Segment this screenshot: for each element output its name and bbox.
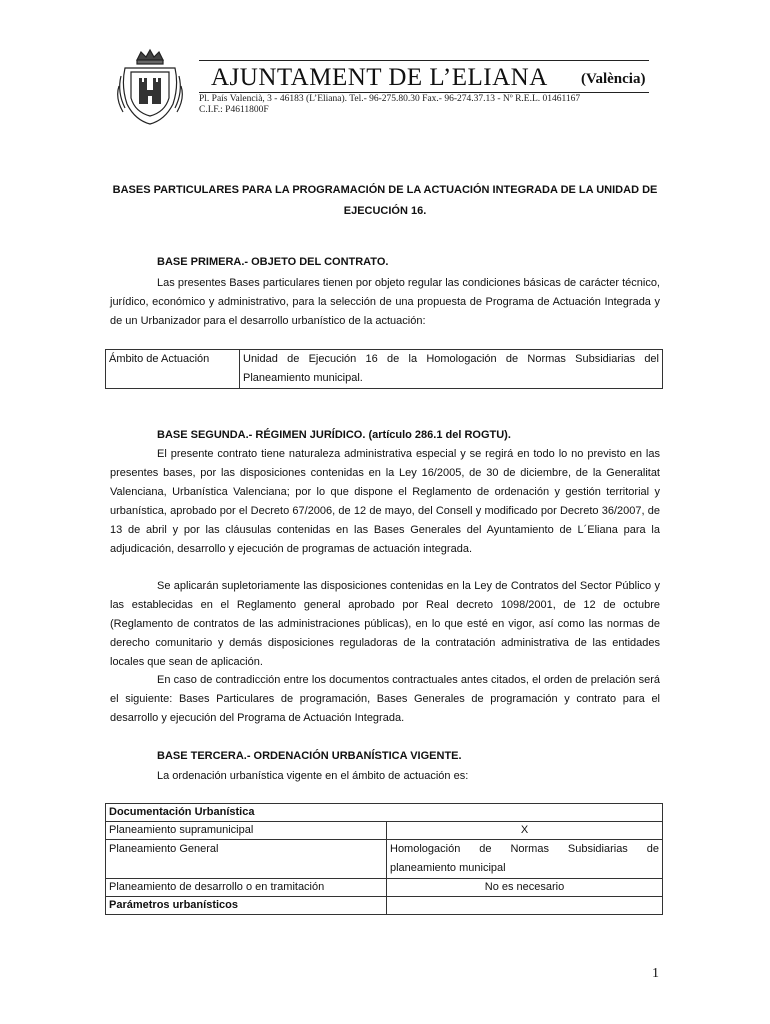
base2-paragraph-3: En caso de contradicción entre los documentos contractuales antes citados, el orden de prelación será el siguiente: Bases Particulares de programación, Bases Generales de programación y contrato para el desarrollo y ejecución del Programa de Actuación Integrada. bbox=[110, 674, 660, 724]
base2-paragraph-1: El presente contrato tiene naturaleza administrativa especial y se regirá en todo lo no previsto en las presentes bases, por las disposiciones contenidas en la Ley 16/2005, de 30 de diciembre, de la Generalitat Valenciana, Urbanística Valenciana; por lo que dispone el Reglamento de ordenación y gestión territorial y urbanística, aprobado por el Decreto 67/2006, de 12 de mayo, del Consell y modificado por Decreto 36/2007, de 13 de abril y por las cláusulas contenidas en las Bases Generales del Ayuntamiento de L´Eliana para la adjudicación, desarrollo y ejecución de programas de actuación integrada. bbox=[110, 448, 660, 555]
row-label: Planeamiento de desarrollo o en tramitación bbox=[106, 879, 387, 897]
organization-name: AJUNTAMENT DE L’ELIANA bbox=[211, 64, 548, 91]
base3-paragraph: La ordenación urbanística vigente en el ámbito de actuación es: bbox=[157, 770, 469, 782]
table-row bbox=[106, 822, 663, 840]
scope-label: Ámbito de Actuación bbox=[106, 350, 240, 389]
table-row bbox=[106, 879, 663, 897]
scope-table bbox=[105, 349, 663, 389]
scope-value: Unidad de Ejecución 16 de la Homologación de Normas Subsidiarias del Planeamiento municipal. bbox=[240, 350, 663, 389]
base2-heading: BASE SEGUNDA.- RÉGIMEN JURÍDICO. (artículo 286.1 del ROGTU). bbox=[157, 429, 511, 441]
row-label: Planeamiento supramunicipal bbox=[106, 822, 387, 840]
urban-documentation-table bbox=[105, 803, 663, 915]
base3-heading: BASE TERCERA.- ORDENACIÓN URBANÍSTICA VIGENTE. bbox=[157, 750, 462, 762]
address-line: Pl. País Valencià, 3 - 46183 (L’Eliana). Tel.- 96-275.80.30 Fax.- 96-274.37.13 - Nº R.E.L. 01461167 bbox=[199, 94, 581, 104]
table-header: Documentación Urbanística bbox=[106, 804, 663, 822]
base1-paragraph: Las presentes Bases particulares tienen por objeto regular las condiciones básicas de carácter técnico, jurídico, económico y administrativo, para la selección de una propuesta de Programa de Actuación Integrada y de un Urbanizador para el desarrollo urbanístico de la actuación: bbox=[110, 277, 660, 327]
table-footer-empty-cell bbox=[387, 897, 663, 915]
row-value-line: planeamiento municipal bbox=[390, 862, 506, 874]
organization-region: (València) bbox=[581, 71, 646, 87]
base2-paragraph-2: Se aplicarán supletoriamente las disposiciones contenidas en la Ley de Contratos del Sector Público y las establecidas en el Reglamento general aprobado por Real decreto 1098/2001, de 12 de octubre (Reglamento de contratos de las administraciones públicas), en lo que esté en vigor, así como las normas de derecho comunitario y demás disposiciones reguladoras de la contratación administrativa de las entidades locales que sean de aplicación. bbox=[110, 580, 660, 668]
coat-of-arms-logo bbox=[115, 46, 185, 126]
table-footer: Parámetros urbanísticos bbox=[106, 897, 387, 915]
row-value-line: Homologación de Normas Subsidiarias de bbox=[390, 843, 659, 855]
document-title: BASES PARTICULARES PARA LA PROGRAMACIÓN DE LA ACTUACIÓN INTEGRADA DE LA UNIDAD DE EJECUCIÓN 16. bbox=[112, 184, 658, 217]
row-value bbox=[387, 840, 663, 879]
row-value: No es necesario bbox=[387, 879, 663, 897]
base1-heading: BASE PRIMERA.- OBJETO DEL CONTRATO. bbox=[157, 256, 389, 268]
letterhead bbox=[115, 44, 665, 124]
tax-id-line: C.I.F.: P4611800F bbox=[199, 105, 269, 115]
header-rule bbox=[199, 92, 649, 93]
page-number: 1 bbox=[652, 966, 659, 981]
table-row bbox=[106, 840, 663, 879]
row-value: X bbox=[387, 822, 663, 840]
header-top-rule bbox=[199, 60, 649, 61]
row-label: Planeamiento General bbox=[106, 840, 387, 879]
